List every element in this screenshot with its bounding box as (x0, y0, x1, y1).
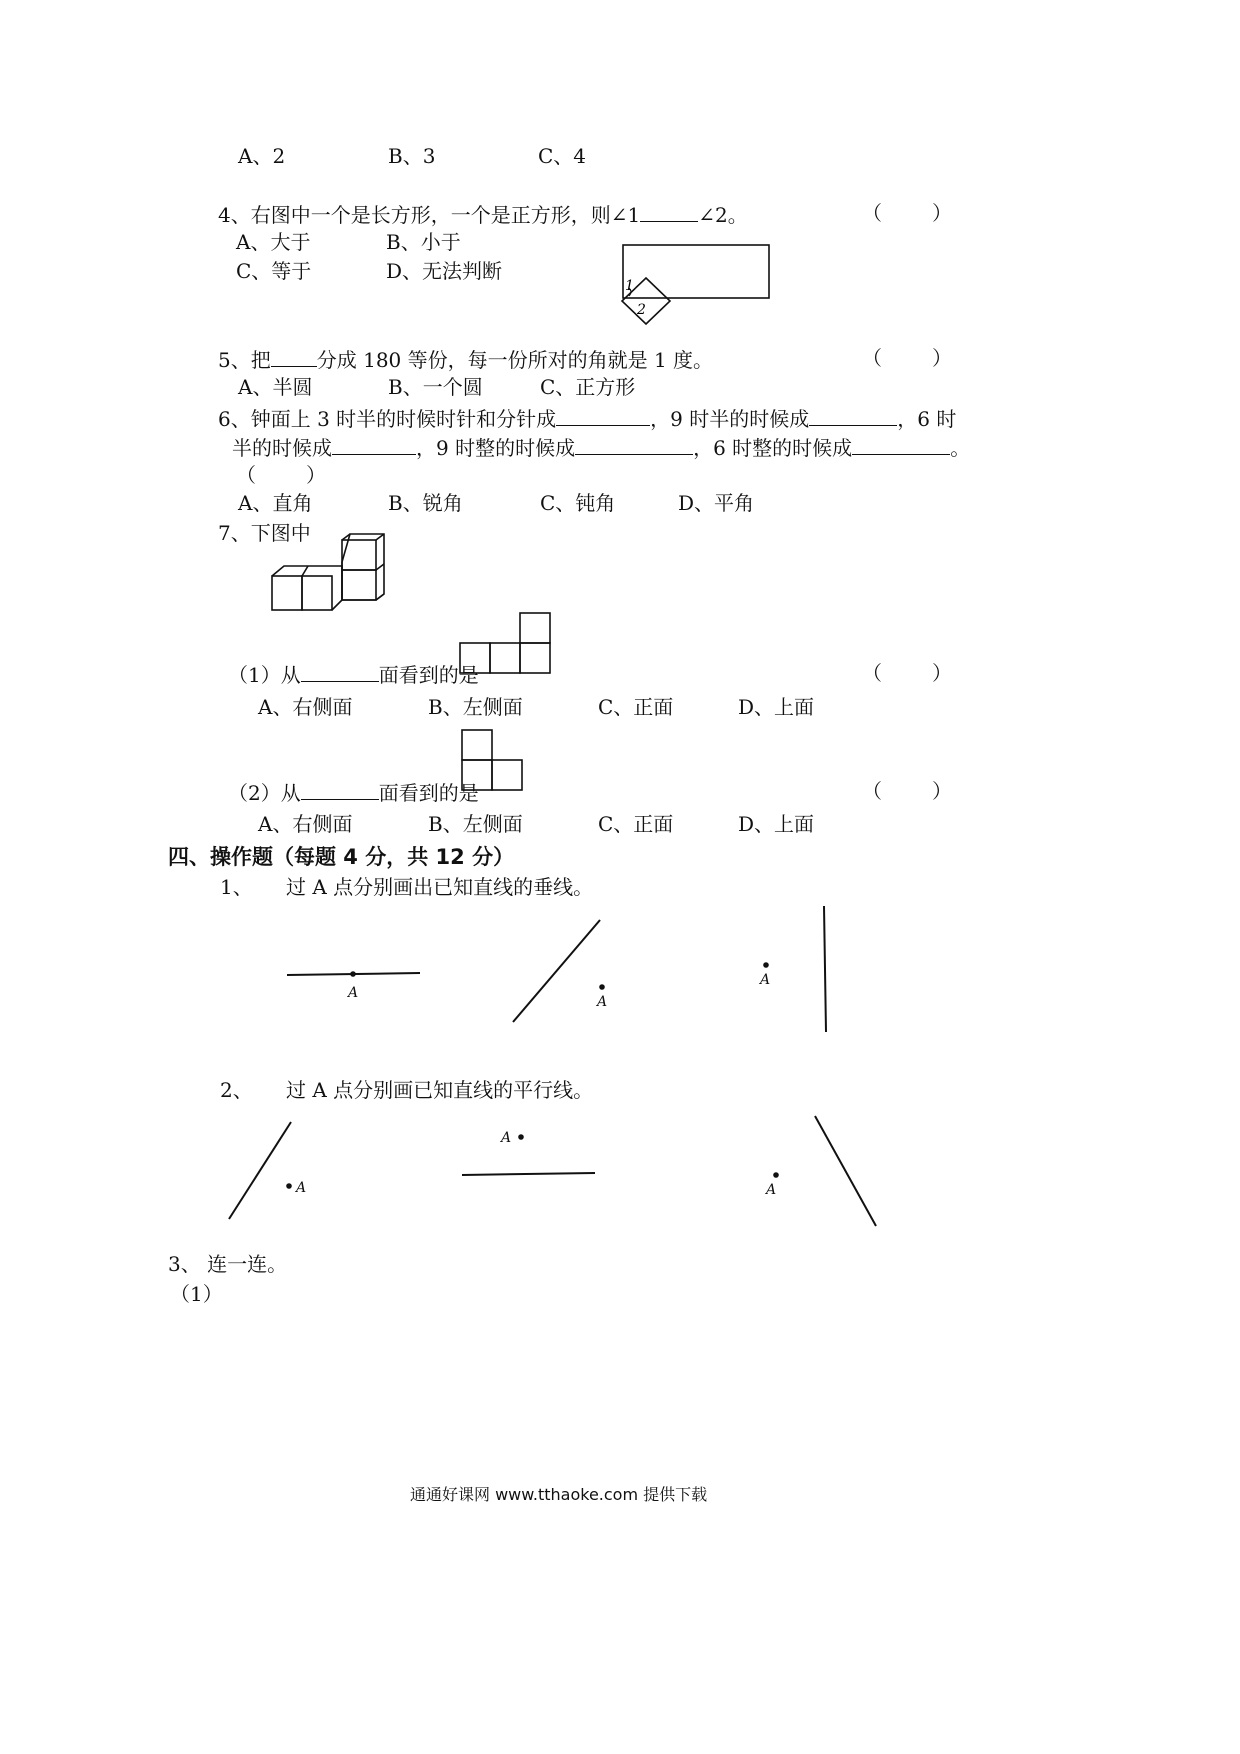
s4-q2-line-1 (229, 1122, 291, 1219)
q6-text-g: 。 (950, 436, 971, 460)
paren-close: ） (932, 661, 952, 685)
paren-open: （ (862, 779, 882, 803)
s4-q1-number: 1、 (220, 875, 253, 899)
q4-option-d: D、无法判断 (386, 259, 503, 283)
q4-angle-2-label: 2 (637, 302, 646, 318)
q6-text-a: 6、钟面上 3 时半的时候时针和分针成 (218, 407, 557, 431)
q7-sub1-option-b: B、左侧面 (428, 695, 523, 719)
q4-stem-text: 4、右图中一个是长方形，一个是正方形，则∠1 (218, 203, 641, 227)
q6-option-b: B、锐角 (388, 491, 463, 515)
s4-q1-line-3 (824, 906, 826, 1032)
q6-text-f: ，6 时整的时候成 (693, 436, 853, 460)
paren-close: ） (306, 463, 326, 487)
s4-q2-label-1: A (296, 1180, 307, 1196)
s4-q2-point-3 (774, 1173, 778, 1177)
s4-q1-text: 过 A 点分别画出已知直线的垂线。 (286, 875, 594, 899)
q3-option-a: A、2 (238, 144, 286, 168)
paren-open: （ (236, 463, 256, 487)
s4-q3-title: 3、 连一连。 (168, 1252, 288, 1276)
s4-q2-point-2 (519, 1135, 523, 1139)
q5-option-c: C、正方形 (540, 375, 636, 399)
q6-text-c: ，6 时 (897, 407, 957, 431)
s4-q2-line-2 (462, 1173, 595, 1175)
q7-sub1-text: （1）从 (228, 663, 301, 687)
s4-q2-label-2: A (501, 1130, 512, 1146)
paren-open: （ (862, 201, 882, 225)
s4-q2-text: 过 A 点分别画已知直线的平行线。 (286, 1078, 594, 1102)
q6-option-d: D、平角 (678, 491, 755, 515)
q3-option-c: C、4 (538, 144, 587, 168)
s4-q2-line-3 (815, 1116, 876, 1226)
q6-option-a: A、直角 (238, 491, 313, 515)
q5-stem-text: 5、把 (218, 348, 271, 372)
paren-open: （ (862, 661, 882, 685)
q7-sub1-option-d: D、上面 (738, 695, 815, 719)
s4-q1-label-3: A (760, 972, 771, 988)
s4-q1-point-1 (351, 972, 355, 976)
section-4-title: 四、操作题（每题 4 分，共 12 分） (168, 845, 515, 869)
q4-option-a: A、大于 (236, 230, 311, 254)
q4-angle-1-label: 1 (625, 278, 634, 294)
q7-sub2-option-b: B、左侧面 (428, 812, 523, 836)
q4-stem-end: ∠2。 (698, 203, 748, 227)
q5-stem-end: 分成 180 等份，每一份所对的角就是 1 度。 (316, 348, 714, 372)
q7-stem: 7、下图中 (218, 521, 311, 545)
paren-open: （ (862, 346, 882, 370)
s4-q2-point-1 (287, 1184, 291, 1188)
paren-close: ） (932, 779, 952, 803)
q7-sub1-end: 面看到的是 (378, 663, 479, 687)
q7-sub2-end: 面看到的是 (378, 781, 479, 805)
q7-sub2-text: （2）从 (228, 781, 301, 805)
q6-text-e: ，9 时整的时候成 (416, 436, 576, 460)
q6-text-d: 半的时候成 (232, 436, 332, 460)
q7-sub2-option-a: A、右侧面 (258, 812, 353, 836)
s4-q2-number: 2、 (220, 1078, 253, 1102)
s4-q2-label-3: A (766, 1182, 777, 1198)
q4-option-c: C、等于 (236, 259, 312, 283)
q5-option-a: A、半圆 (238, 375, 313, 399)
paren-close: ） (932, 346, 952, 370)
q3-option-b: B、3 (388, 144, 436, 168)
q7-sub2-option-d: D、上面 (738, 812, 815, 836)
q7-sub1-option-a: A、右侧面 (258, 695, 353, 719)
footer-credit: 通通好课网 www.tthaoke.com 提供下载 (410, 1485, 708, 1504)
paren-close: ） (932, 201, 952, 225)
q6-text-b: ，9 时半的时候成 (650, 407, 810, 431)
q6-option-c: C、钝角 (540, 491, 616, 515)
s4-q1-label-2: A (597, 994, 608, 1010)
q4-option-b: B、小于 (386, 230, 461, 254)
q7-sub2-option-c: C、正面 (598, 812, 674, 836)
s4-q1-point-2 (600, 985, 604, 989)
s4-q1-point-3 (764, 963, 768, 967)
q7-sub1-option-c: C、正面 (598, 695, 674, 719)
s4-q1-line-2 (513, 920, 600, 1022)
s4-q3-sub-1: （1） (170, 1282, 223, 1306)
q5-option-b: B、一个圆 (388, 375, 483, 399)
s4-q1-label-1: A (348, 985, 359, 1001)
